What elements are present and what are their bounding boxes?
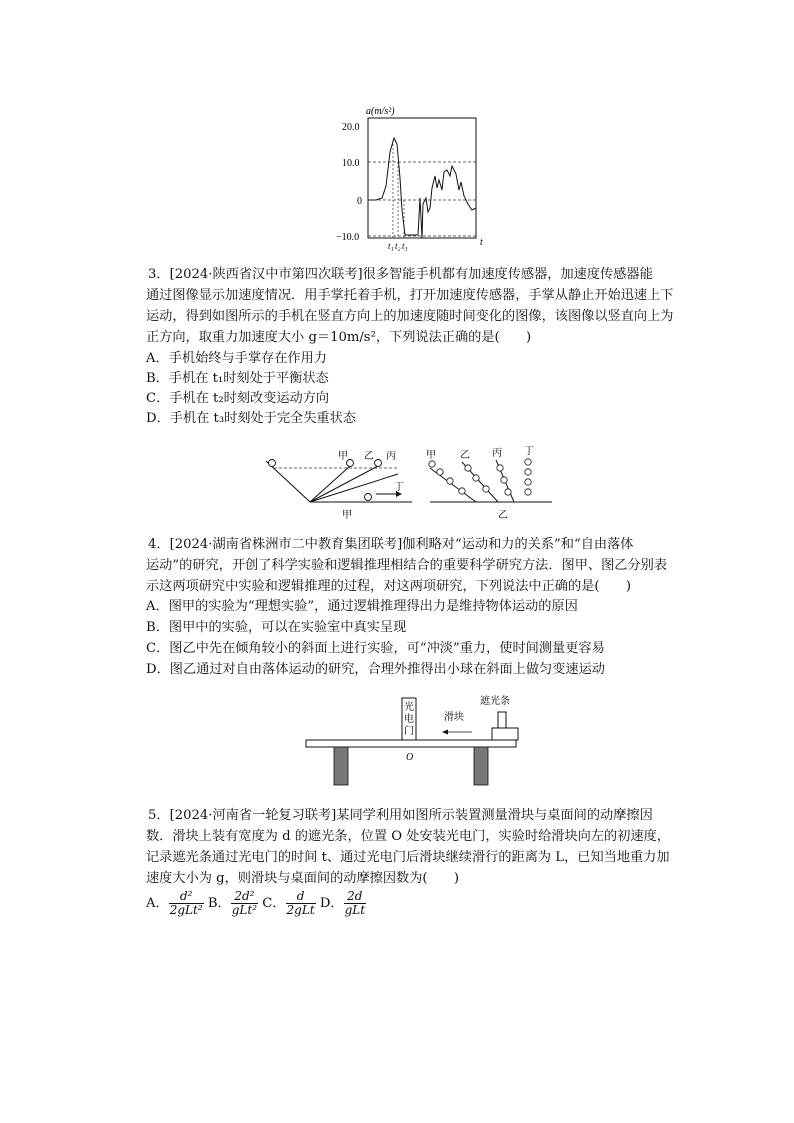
ytick-neg10: −10.0 xyxy=(336,232,360,243)
gate-label-3: 门 xyxy=(404,726,414,737)
caption-jia: 甲 xyxy=(342,510,352,521)
t3-label: t₃ xyxy=(402,241,408,251)
t2-label: t₂ xyxy=(395,241,401,251)
q5-option-d-fraction: $\frac{2d}{\text{gLt}}$ xyxy=(344,889,366,917)
q3-option-b[interactable]: B．手机在 t₁时刻处于平衡状态 xyxy=(146,371,329,386)
left-label-ding: 丁 xyxy=(394,482,404,493)
q3-option-a[interactable]: A．手机始终与手掌存在作用力 xyxy=(146,351,327,366)
q5-line-3: 记录遮光条通过光电门的时间 t、通过光电门后滑块继续滑行的距离为 L，已知当地重力加 xyxy=(146,850,670,865)
graph-y-label: a(m/s²) xyxy=(366,106,395,117)
t1-label: t₁ xyxy=(388,241,394,251)
q5-line-4: 速度大小为 g，则滑块与桌面间的动摩擦因数为( ) xyxy=(146,871,460,886)
right-label-ding: 丁 xyxy=(524,446,534,457)
right-label-bing: 丙 xyxy=(492,448,502,459)
q5-option-a[interactable]: A． $\frac{\text{d²}}{\text{2gLt²}}$ xyxy=(146,889,203,917)
left-label-bing: 丙 xyxy=(386,451,396,462)
ytick-20: 20.0 xyxy=(342,122,360,133)
question-3-stem xyxy=(146,264,674,348)
caption-yi: 乙 xyxy=(498,510,508,521)
q5-option-a-fraction: $\frac{\text{d²}}{\text{2gLt²}}$ xyxy=(169,889,203,917)
q3-line-2: 通过图像显示加速度情况．用手掌托着手机，打开加速度传感器，手掌从静止开始迅速上下 xyxy=(146,288,674,303)
q3-option-d[interactable]: D．手机在 t₃时刻处于完全失重状态 xyxy=(146,411,356,426)
gate-label-1: 光 xyxy=(404,702,414,713)
q4-option-a[interactable]: A．图甲的实验为“理想实验”，通过逻辑推理得出力是维持物体运动的原因 xyxy=(146,599,578,614)
left-label-yi: 乙 xyxy=(364,451,374,462)
q5-option-c[interactable]: C． $\frac{d}{\text{2gLt}}$ xyxy=(262,889,315,917)
q5-option-b-fraction: $\frac{\text{2d²}}{\text{gLt²}}$ xyxy=(231,889,258,917)
q5-option-d[interactable]: D． $\frac{2d}{\text{gLt}}$ xyxy=(319,889,366,917)
slider-label: 滑块 xyxy=(444,712,464,723)
q4-option-b[interactable]: B．图甲中的实验，可以在实验室中真实呈现 xyxy=(146,620,407,635)
q5-option-c-fraction: $\frac{d}{\text{2gLt}}$ xyxy=(286,889,315,917)
right-label-yi: 乙 xyxy=(460,450,470,461)
q3-line-4: 正方向，取重力加速度大小 g＝10m/s²，下列说法正确的是( ) xyxy=(146,330,532,345)
question-4-stem xyxy=(146,534,666,597)
q5-line-1: 5．[2024·河南省一轮复习联考]某同学利用如图所示装置测量滑块与桌面间的动摩擦因 xyxy=(148,808,653,823)
ytick-10: 10.0 xyxy=(342,158,360,169)
point-o-label: O xyxy=(406,752,414,763)
q4-option-d[interactable]: D．图乙通过对自由落体运动的研究，合理外推得出小球在斜面上做匀变速运动 xyxy=(146,662,605,677)
strip-label: 遮光条 xyxy=(480,696,510,707)
q3-line-1: 3．[2024·陕西省汉中市第四次联考]很多智能手机都有加速度传感器，加速度传感器能 xyxy=(148,267,653,282)
q5-option-b[interactable]: B． $\frac{\text{2d²}}{\text{gLt²}}$ xyxy=(207,889,258,917)
acceleration-time-graph xyxy=(330,100,490,252)
q4-line-3: 示这两项研究中实验和逻辑推理的过程，对这两项研究，下列说法中正确的是( ) xyxy=(146,579,632,594)
right-label-jia: 甲 xyxy=(426,450,436,461)
ytick-0: 0 xyxy=(357,196,362,207)
q3-option-c[interactable]: C．手机在 t₂时刻改变运动方向 xyxy=(146,391,330,406)
galileo-diagrams xyxy=(262,446,554,522)
graph-x-label: t xyxy=(480,237,483,248)
q5-options xyxy=(146,890,366,917)
question-5-stem xyxy=(146,805,670,889)
gate-label-2: 电 xyxy=(404,714,414,725)
photogate-apparatus xyxy=(300,690,530,790)
q3-line-3: 运动，得到如图所示的手机在竖直方向上的加速度随时间变化的图像，该图像以竖直向上为 xyxy=(146,309,674,324)
q4-line-1: 4．[2024·湖南省株洲市二中教育集团联考]伽利略对“运动和力的关系”和“自由落体 xyxy=(148,537,634,552)
q4-line-2: 运动”的研究，开创了科学实验和逻辑推理相结合的重要科学研究方法．图甲、图乙分别表 xyxy=(146,558,668,573)
left-label-jia: 甲 xyxy=(338,451,348,462)
q5-line-2: 数．滑块上装有宽度为 d 的遮光条，位置 O 处安装光电门，实验时给滑块向左的初速度， xyxy=(146,829,670,844)
q4-option-c[interactable]: C．图乙中先在倾角较小的斜面上进行实验，可“冲淡”重力，使时间测量更容易 xyxy=(146,641,605,656)
